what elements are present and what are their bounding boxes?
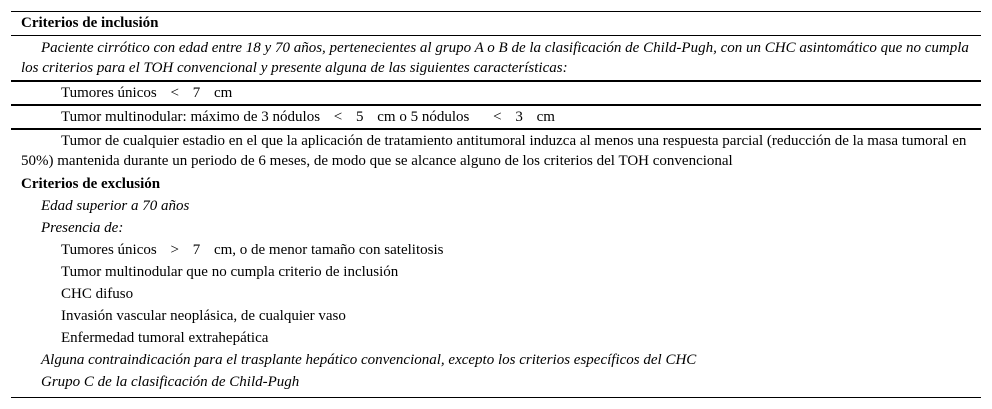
inclusion-heading: Criterios de inclusión [21,15,159,31]
item-text: Tumores únicos [61,242,157,258]
item-unit: cm [536,109,555,125]
inclusion-intro: Paciente cirrótico con edad entre 18 y 70 años, pertenecientes al grupo A o B de la clasificación de Child-Pugh, con un CHC asintomático que no cumpla los criterios para el TOH convencional y presente alguna de las siguientes características: [11,35,981,82]
exclusion-contraindication: Alguna contraindicación para el trasplante hepático convencional, excepto los criterios específicos del CHC [41,352,697,368]
inclusion-item-multinodular [11,106,981,130]
item-value: 7 [192,85,201,101]
item-value: 5 [356,109,364,125]
inclusion-item-downstaging: Tumor de cualquier estadio en el que la aplicación de tratamiento antitumoral induzca al menos una respuesta parcial (reducción de la masa tumoral en 50%) mantenida durante un periodo de 6 meses, de modo que se alcance alguno de los criterios del TOH convencional [21,133,967,169]
exclusion-age: Edad superior a 70 años [41,198,190,214]
item-value: 7 [192,242,201,258]
item-text: cm o 5 nódulos [377,109,470,125]
less-than-symbol: < [493,109,502,125]
greater-than-symbol: > [170,242,179,258]
criteria-table [11,11,981,398]
inclusion-item-single-tumor [11,82,981,106]
exclusion-item: Tumor multinodular que no cumpla criterio de inclusión [61,264,399,280]
item-text: Tumores únicos [61,85,157,101]
exclusion-item: Enfermedad tumoral extrahepática [61,330,269,346]
exclusion-item: CHC difuso [61,286,134,302]
exclusion-child-pugh-c: Grupo C de la clasificación de Child-Pugh [41,374,300,390]
item-text: cm, o de menor tamaño con satelitosis [213,242,444,258]
exclusion-item: Invasión vascular neoplásica, de cualquier vaso [61,308,346,324]
exclusion-item-single-tumor [11,239,981,261]
item-text: Tumor multinodular: máximo de 3 nódulos [61,109,321,125]
exclusion-presence-label: Presencia de: [41,220,124,236]
item-value: 3 [515,109,523,125]
item-unit: cm [213,85,233,101]
exclusion-heading: Criterios de exclusión [21,176,161,192]
less-than-symbol: < [170,85,179,101]
less-than-symbol: < [333,109,343,125]
